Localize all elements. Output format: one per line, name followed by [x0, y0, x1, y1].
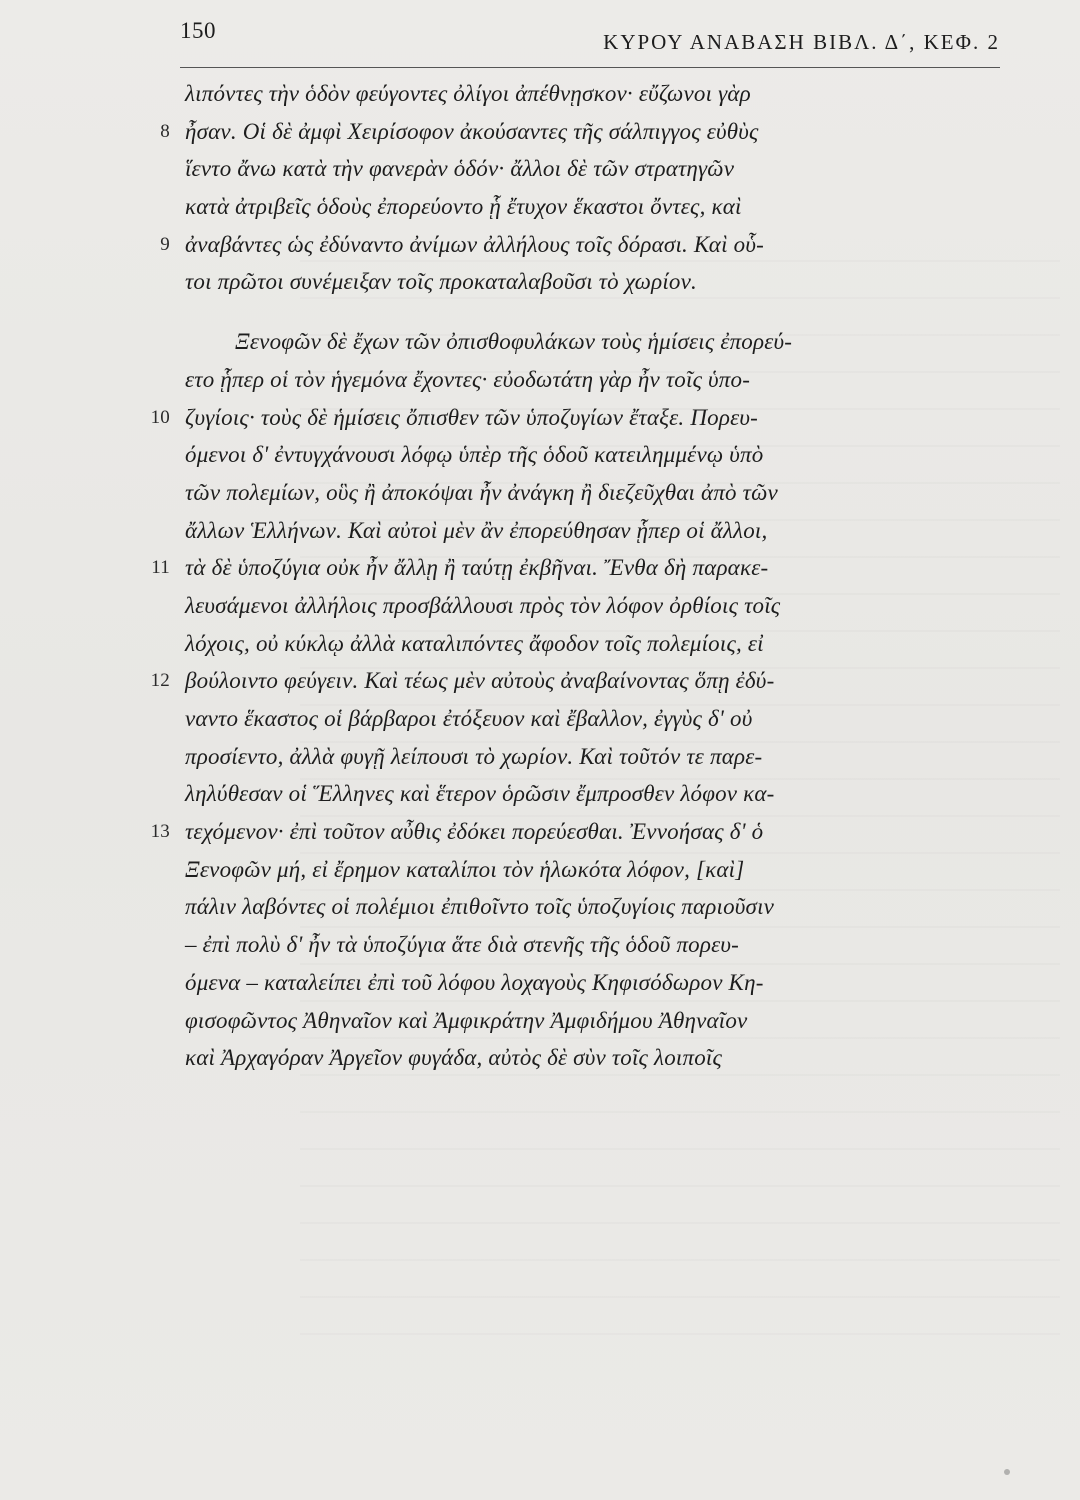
- line-text: ετο ᾗπερ οἱ τὸν ἡγεμόνα ἔχοντες· εὐοδωτάτη γὰρ ἦν τοῖς ὑπο-: [185, 366, 751, 392]
- section-number: 8: [160, 120, 170, 142]
- line-text: φισοφῶντος Ἀθηναῖον καὶ Ἀμφικράτην Ἀμφιδήμου Ἀθηναῖον: [185, 1007, 748, 1033]
- line-text: ἀναβάντες ὡς ἐδύναντο ἀνίμων ἀλλήλους τοῖς δόρασι. Καὶ οὗ-: [185, 231, 764, 257]
- line-text: τεχόμενον· ἐπὶ τοῦτον αὖθις ἐδόκει πορεύεσθαι. Ἐννοήσας δ' ὁ: [185, 819, 764, 845]
- text-line: [185, 964, 995, 1002]
- text-line: [185, 474, 995, 512]
- line-text: τοι πρῶτοι συνέμειξαν τοῖς προκαταλαβοῦσι τὸ χωρίον.: [185, 269, 697, 295]
- line-text: ἵεντο ἄνω κατὰ τὴν φανερὰν ὁδόν· ἄλλοι δὲ τῶν στρατηγῶν: [185, 156, 735, 182]
- text-line: [185, 188, 995, 226]
- text-line: [185, 888, 995, 926]
- greek-text-block: [150, 75, 995, 1077]
- line-text: – ἐπὶ πολὺ δ' ἦν τὰ ὑποζύγια ἅτε διὰ στενῆς τῆς ὁδοῦ πορευ-: [185, 932, 739, 958]
- text-line: [185, 263, 995, 301]
- text-line: [151, 549, 995, 587]
- header-rule: [180, 67, 1000, 68]
- line-text: Ξενοφῶν μή, εἰ ἔρημον καταλίποι τὸν ἡλωκότα λόφον, [καὶ]: [185, 856, 745, 882]
- line-text: όμενα – καταλείπει ἐπὶ τοῦ λόφου λοχαγοὺς Κηφισόδωρον Κη-: [185, 969, 764, 995]
- text-line: [185, 1002, 995, 1040]
- text-line: [185, 775, 995, 813]
- line-text: ἦσαν. Οἱ δὲ ἀμφὶ Χειρίσοφον ἀκούσαντες τῆς σάλπιγγος εὐθὺς: [185, 118, 759, 144]
- text-line: [185, 738, 995, 776]
- print-smudge: [1004, 1469, 1010, 1475]
- line-text: λόχοις, οὐ κύκλῳ ἀλλὰ καταλιπόντες ἄφοδον τοῖς πολεμίοις, εἰ: [185, 630, 764, 656]
- text-line: [185, 512, 995, 550]
- text-line: [185, 75, 995, 113]
- text-line: [185, 587, 995, 625]
- text-line: [185, 150, 995, 188]
- text-line: [185, 926, 995, 964]
- line-text: λιπόντες τὴν ὁδὸν φεύγοντες ὀλίγοι ἀπέθνῃσκον· εὔζωνοι γὰρ: [185, 81, 751, 106]
- section-number: 9: [160, 233, 170, 255]
- running-head: ΚΥΡΟΥ ΑΝΑΒΑΣΗ ΒΙΒΛ. Δ΄, ΚΕΦ. 2: [603, 30, 1000, 54]
- text-line: [150, 662, 995, 700]
- page-header: [180, 18, 1000, 68]
- section-number: 11: [151, 557, 170, 579]
- text-line: [185, 1039, 995, 1077]
- text-line: [160, 113, 995, 151]
- text-line: [150, 399, 995, 437]
- paragraph-gap: [185, 301, 995, 323]
- text-line: [185, 436, 995, 474]
- line-text: ληλύθεσαν οἱ Ἕλληνες καὶ ἕτερον ὁρῶσιν ἔμπροσθεν λόφον κα-: [185, 781, 775, 807]
- line-text: καὶ Ἀρχαγόραν Ἀργεῖον φυγάδα, αὐτὸς δὲ σὺν τοῖς λοιποῖς: [185, 1045, 723, 1071]
- line-text: ζυγίοις· τοὺς δὲ ἡμίσεις ὄπισθεν τῶν ὑποζυγίων ἔταξε. Πορευ-: [185, 404, 758, 430]
- text-line: [185, 625, 995, 663]
- section-number: 13: [150, 821, 170, 843]
- line-text: βούλοιντο φεύγειν. Καὶ τέως μὲν αὐτοὺς ἀναβαίνοντας ὅπῃ ἐδύ-: [185, 668, 775, 694]
- line-text: τῶν πολεμίων, οὓς ἢ ἀποκόψαι ἦν ἀνάγκη ἢ διεζεῦχθαι ἀπὸ τῶν: [185, 479, 778, 505]
- line-text: Ξενοφῶν δὲ ἔχων τῶν ὀπισθοφυλάκων τοὺς ἡμίσεις ἐπορεύ-: [235, 329, 793, 355]
- section-number: 12: [150, 670, 170, 692]
- line-text: τὰ δὲ ὑποζύγια οὐκ ἦν ἄλλῃ ἢ ταύτῃ ἐκβῆναι. Ἔνθα δὴ παρακε-: [185, 555, 769, 581]
- text-line: [185, 361, 995, 399]
- line-text: προσίεντο, ἀλλὰ φυγῇ λείπουσι τὸ χωρίον. Καὶ τοῦτόν τε παρε-: [185, 743, 763, 769]
- line-text: ἄλλων Ἑλλήνων. Καὶ αὐτοὶ μὲν ἂν ἐπορεύθησαν ᾗπερ οἱ ἄλλοι,: [185, 517, 768, 543]
- text-line: [185, 323, 995, 361]
- line-text: όμενοι δ' ἐντυγχάνουσι λόφῳ ὑπὲρ τῆς ὁδοῦ κατειλημμένῳ ὑπὸ: [185, 442, 764, 468]
- text-line: [150, 813, 995, 851]
- section-number: 10: [150, 406, 170, 428]
- line-text: κατὰ ἀτριβεῖς ὁδοὺς ἐπορεύοντο ᾗ ἔτυχον ἕκαστοι ὄντες, καὶ: [185, 194, 742, 220]
- page-number: 150: [180, 18, 216, 43]
- text-line: [160, 226, 995, 264]
- line-text: ναντο ἕκαστος οἱ βάρβαροι ἐτόξευον καὶ ἔβαλλον, ἐγγὺς δ' οὐ: [185, 706, 753, 731]
- text-line: [185, 700, 995, 738]
- text-line: [185, 851, 995, 889]
- line-text: πάλιν λαβόντες οἱ πολέμιοι ἐπιθοῖντο τοῖς ὑποζυγίοις παριοῦσιν: [185, 894, 775, 920]
- line-text: λευσάμενοι ἀλλήλοις προσβάλλουσι πρὸς τὸν λόφον ὀρθίοις τοῖς: [185, 592, 781, 618]
